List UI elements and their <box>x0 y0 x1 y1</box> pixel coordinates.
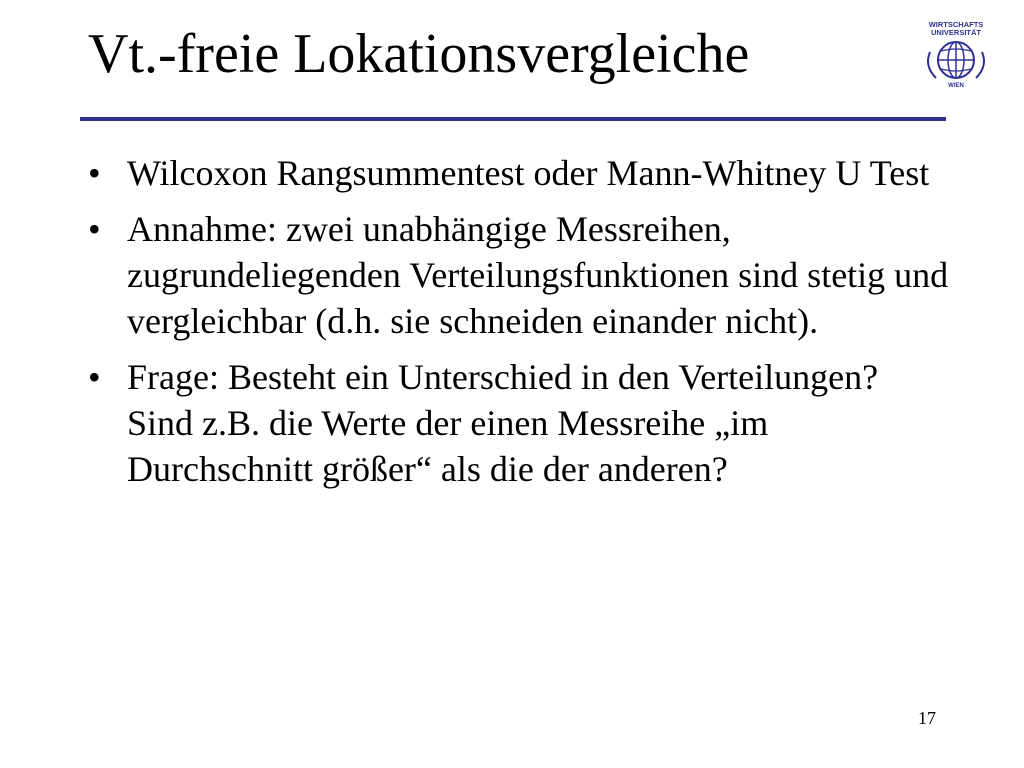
bullet-text-2: Annahme: zwei unabhängige Messreihen, zugrundeliegenden Verteilungsfunktionen sind stetig und vergleichbar (d.h. sie schneiden einander nicht). <box>127 209 949 341</box>
bullet-item-3 <box>82 354 952 492</box>
globe-emblem-icon <box>928 42 984 78</box>
page-number: 17 <box>918 708 936 728</box>
logo-text-line1: WIRTSCHAFTS <box>928 20 984 29</box>
bullet-list <box>82 150 952 502</box>
logo-text-line2: UNIVERSITÄT <box>930 28 982 37</box>
bullet-text-3: Frage: Besteht ein Unterschied in den Verteilungen? Sind z.B. die Werte der einen Messreihe „im Durchschnitt größer“ als die der anderen? <box>127 357 879 489</box>
logo-text-line3: WIEN <box>948 83 964 89</box>
title-divider <box>80 117 946 121</box>
university-logo <box>920 18 992 90</box>
bullet-dot: • <box>88 357 101 397</box>
bullet-dot: • <box>88 153 101 193</box>
bullet-text-1: Wilcoxon Rangsummentest oder Mann-Whitney U Test <box>127 153 930 193</box>
bullet-item-1 <box>82 150 952 196</box>
slide-title: Vt.-freie Lokationsvergleiche <box>88 23 750 85</box>
bullet-item-2 <box>82 206 952 344</box>
bullet-dot: • <box>88 209 101 249</box>
